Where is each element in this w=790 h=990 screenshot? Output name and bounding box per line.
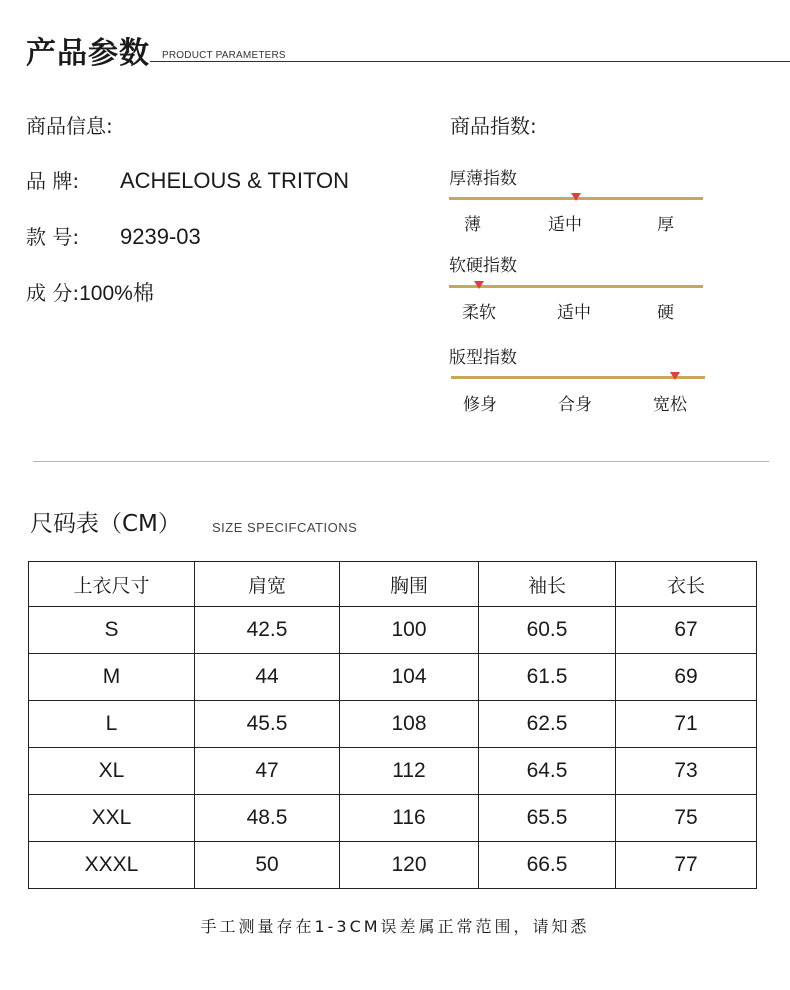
table-cell: 100 [340, 607, 479, 654]
thickness-label-thin: 薄 [464, 215, 481, 235]
fit-index-title: 版型指数 [449, 348, 517, 368]
composition-value: 100%棉 [79, 282, 154, 305]
softness-index-title: 软硬指数 [449, 256, 517, 276]
size-chart-subtitle: SIZE SPECIFCATIONS [212, 520, 358, 535]
column-header-size: 上衣尺寸 [29, 562, 195, 607]
table-cell: 50 [195, 842, 340, 889]
table-cell: 71 [616, 701, 757, 748]
fit-label-slim: 修身 [463, 395, 497, 415]
table-cell: 45.5 [195, 701, 340, 748]
thickness-index-title: 厚薄指数 [449, 169, 517, 189]
column-header-sleeve: 袖长 [479, 562, 616, 607]
fit-label-regular: 合身 [558, 395, 592, 415]
brand-label: 品 牌: [26, 169, 80, 193]
table-cell: 108 [340, 701, 479, 748]
column-header-length: 衣长 [616, 562, 757, 607]
table-row [29, 748, 757, 795]
table-row [29, 607, 757, 654]
table-cell: 62.5 [479, 701, 616, 748]
measurement-note: 手工测量存在1-3CM误差属正常范围，请知悉 [200, 917, 590, 936]
page-title: 产品参数 [26, 36, 150, 71]
table-cell: 120 [340, 842, 479, 889]
table-cell: 77 [616, 842, 757, 889]
model-value: 9239-03 [120, 224, 201, 249]
thickness-label-thick: 厚 [657, 215, 674, 235]
table-cell: 112 [340, 748, 479, 795]
fit-index-bar [451, 376, 705, 379]
composition-row [26, 277, 154, 307]
table-cell: 116 [340, 795, 479, 842]
size-table [28, 561, 757, 889]
table-cell: XXL [29, 795, 195, 842]
table-cell: 67 [616, 607, 757, 654]
table-cell: 73 [616, 748, 757, 795]
column-header-chest: 胸围 [340, 562, 479, 607]
table-cell: 61.5 [479, 654, 616, 701]
thickness-label-medium: 适中 [548, 215, 582, 235]
table-cell: 104 [340, 654, 479, 701]
table-cell: M [29, 654, 195, 701]
softness-label-medium: 适中 [557, 303, 591, 323]
table-cell: XL [29, 748, 195, 795]
table-row [29, 842, 757, 889]
table-cell: 64.5 [479, 748, 616, 795]
table-cell: 48.5 [195, 795, 340, 842]
table-cell: 65.5 [479, 795, 616, 842]
product-info-heading: 商品信息: [26, 114, 113, 138]
table-cell: 42.5 [195, 607, 340, 654]
table-cell: 47 [195, 748, 340, 795]
model-label: 款 号: [26, 225, 80, 249]
table-cell: 75 [616, 795, 757, 842]
table-cell: S [29, 607, 195, 654]
brand-row [26, 165, 349, 194]
softness-index-marker [474, 281, 484, 289]
fit-index-marker [670, 372, 680, 380]
brand-value: ACHELOUS & TRITON [120, 168, 350, 193]
section-divider [33, 461, 769, 462]
fit-label-loose: 宽松 [653, 395, 687, 415]
table-cell: L [29, 701, 195, 748]
header-rule [150, 61, 790, 62]
softness-label-soft: 柔软 [462, 303, 496, 323]
table-row [29, 654, 757, 701]
model-row [26, 221, 201, 250]
thickness-index-marker [571, 193, 581, 201]
column-header-shoulder: 肩宽 [195, 562, 340, 607]
table-cell: 60.5 [479, 607, 616, 654]
table-row [29, 795, 757, 842]
size-chart-title: 尺码表（CM） [30, 511, 181, 537]
table-row [29, 701, 757, 748]
table-cell: 66.5 [479, 842, 616, 889]
index-heading: 商品指数: [450, 114, 537, 138]
table-header-row [29, 562, 757, 607]
softness-index-bar [449, 285, 703, 288]
table-cell: 69 [616, 654, 757, 701]
table-cell: 44 [195, 654, 340, 701]
table-cell: XXXL [29, 842, 195, 889]
composition-label: 成 分: [26, 281, 80, 305]
softness-label-hard: 硬 [657, 303, 674, 323]
page-subtitle: PRODUCT PARAMETERS [162, 50, 286, 61]
